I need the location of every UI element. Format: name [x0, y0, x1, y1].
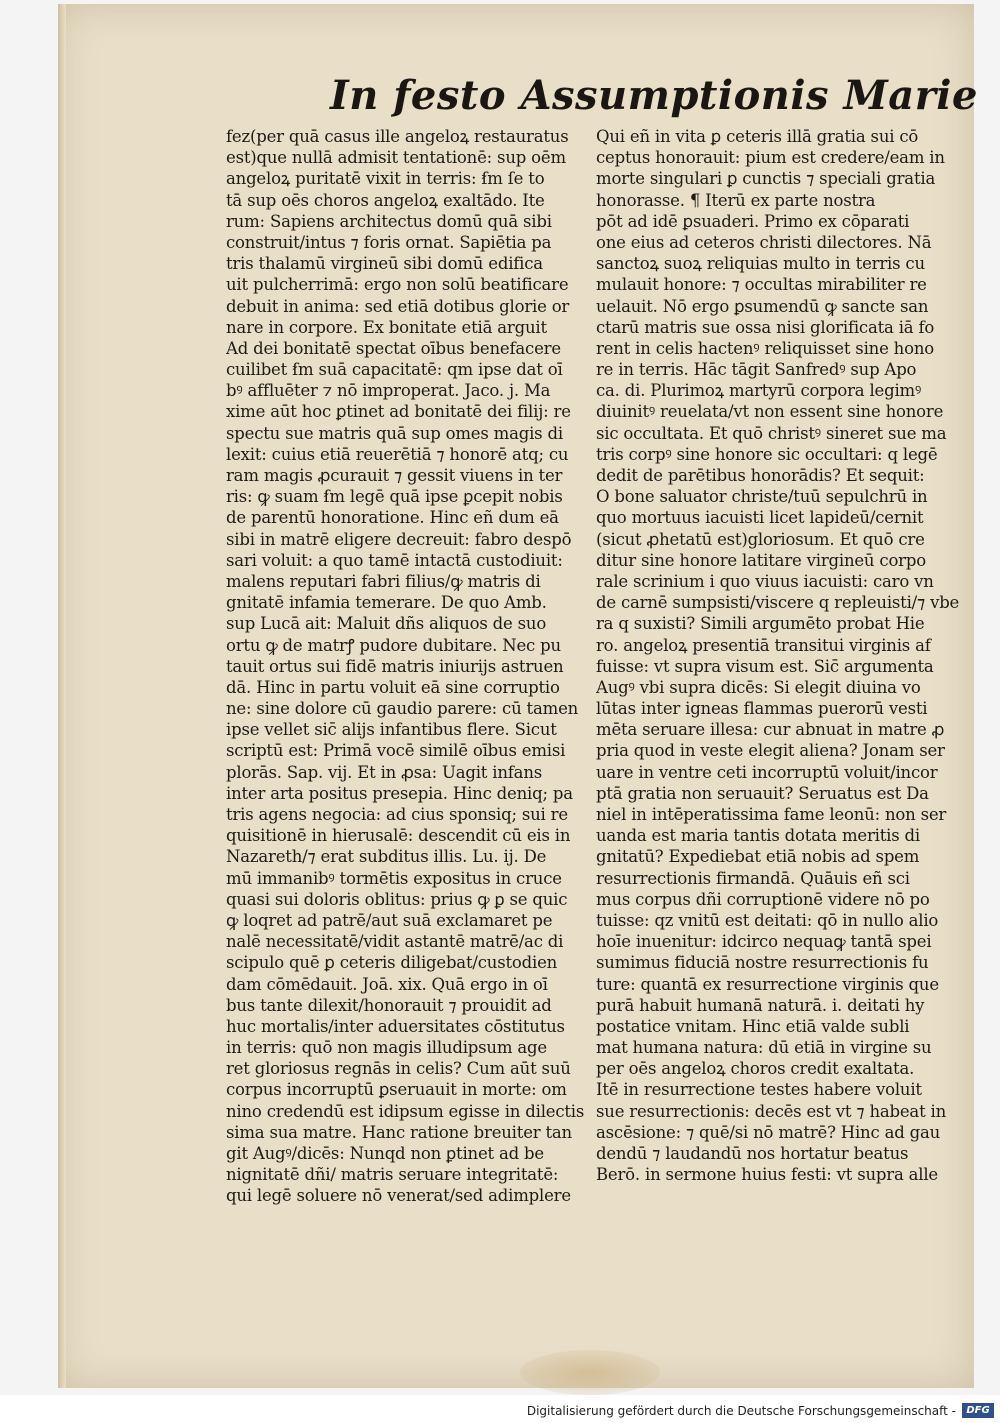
- text-line: sari voluit: a quo tamē intactā custodiuit:: [226, 550, 563, 570]
- text-column-right: [596, 126, 966, 1185]
- text-line: git Augꝰ/dicēs: Nunqd non ꝑtinet ad be: [226, 1144, 544, 1163]
- text-line: rale scrinium i quo viuus iacuisti: caro vn: [596, 571, 934, 591]
- page-gutter-edge: [58, 4, 66, 1388]
- text-line: rent in celis hactenꝰ reliquisset sine hono: [596, 338, 934, 358]
- text-line: tuisse: qz vnitū est deitati: qō in nullo alio: [596, 910, 939, 930]
- text-line: ceptus honorauit: pium est credere/eam in: [596, 148, 945, 168]
- text-line: in terris: quō non magis illudipsum age: [226, 1038, 547, 1058]
- text-line: quo mortuus iacuisti licet lapideū/cernit: [596, 508, 924, 528]
- text-line: huc mortalis/inter aduersitates cōstitutus: [226, 1016, 565, 1036]
- text-line: nino credendū est idipsum egisse in dilectis: [226, 1101, 585, 1121]
- text-line: resurrectionis firmandā. Quāuis eñ sci: [596, 868, 910, 888]
- text-line: gnitatū? Expediebat etiā nobis ad spem: [596, 847, 920, 867]
- text-line: corpus incorruptū ꝑseruauit in morte: om: [226, 1080, 567, 1100]
- text-line: Itē in resurrectione testes habere voluit: [596, 1080, 922, 1100]
- text-line: bus tante dilexit/honorauit ⁊ prouidit ad: [226, 995, 552, 1015]
- text-line: ne: sine dolore cū gaudio parere: cū tamen: [226, 699, 579, 719]
- text-line: Nazareth/⁊ erat subditus illis. Lu. ij. De: [226, 847, 547, 867]
- text-line: nignitatē dñi/ matris seruare integritatē:: [226, 1165, 559, 1185]
- text-line: uare in ventre ceti incorruptū voluit/incor: [596, 762, 938, 782]
- text-line: rum: Sapiens architectus domū quā sibi: [226, 211, 552, 231]
- text-line: ascēsione: ⁊ quē/si nō matrē? Hinc ad gau: [596, 1122, 941, 1142]
- text-line: lūtas inter igneas flammas puerorū vesti: [596, 699, 928, 719]
- text-line: sumimus fiduciā nostre resurrectionis fu: [596, 953, 929, 973]
- text-line: de carnē sumpsisti/viscere q repleuisti/⁊ vbe: [596, 593, 960, 613]
- text-line: ipse vellet sic̄ alijs infantibus flere. Sicut: [226, 720, 557, 740]
- text-line: ca. di. Plurimoꝝ martyrū corpora legimꝰ: [596, 381, 922, 401]
- text-line: bꝰ affluēter ⁊ nō improperat. Jaco. j. Ma: [226, 381, 551, 401]
- funding-notice: Digitalisierung gefördert durch die Deutsche Forschungsgemeinschaft -: [526, 1404, 956, 1418]
- text-column-left: [226, 126, 596, 1207]
- text-line: tauit ortus sui fidē matris iniurijs astruen: [226, 656, 564, 676]
- text-line: fuisse: vt supra visum est. Sic̄ argumenta: [596, 656, 934, 676]
- text-line: spectu sue matris quā sup omes magis di: [226, 423, 563, 443]
- text-line: one eius ad ceteros christi dilectores. Nā: [596, 232, 932, 252]
- text-line: dedit de parētibus honorādis? Et sequit:: [596, 466, 925, 485]
- page-stain: [520, 1350, 660, 1395]
- text-line: malens reputari fabri filius/ꝙ matris di: [226, 571, 541, 591]
- text-line: ret gloriosus regnās in celis? Cum aūt suū: [226, 1059, 571, 1079]
- text-line: ro. angeloꝝ presentiā transitui virginis af: [596, 635, 931, 655]
- text-line: qui legē soluere nō venerat/sed adimplere: [226, 1186, 571, 1206]
- text-line: per oēs angeloꝝ choros credit exaltata.: [596, 1059, 915, 1079]
- text-line: uelauit. Nō ergo ꝑsumendū ꝙ sancte san: [596, 296, 929, 316]
- text-line: sima sua matre. Hanc ratione breuiter tan: [226, 1122, 572, 1142]
- text-line: dendū ⁊ laudandū nos hortatur beatus: [596, 1144, 909, 1163]
- text-line: O bone saluator christe/tuū sepulchrū in: [596, 487, 928, 507]
- text-line: ra q suxisti? Simili argumēto probat Hie: [596, 614, 925, 634]
- text-line: Augꝰ vbi supra dicēs: Si elegit diuina vo: [596, 677, 921, 697]
- text-line: niel in intēperatissima fame leonū: non ser: [596, 805, 947, 824]
- text-line: de parentū honoratione. Hinc eñ dum eā: [226, 508, 559, 528]
- text-line: ture: quantā ex resurrectione virginis que: [596, 974, 939, 994]
- text-line: scriptū est: Primā vocē similē oībus emisi: [226, 741, 566, 761]
- text-line: ram magis ꝓcurauit ⁊ gessit viuens in ter: [226, 466, 563, 485]
- text-line: sic occultata. Et quō christꝰ sineret sue ma: [596, 423, 947, 443]
- text-line: sue resurrectionis: decēs est vt ⁊ habeat in: [596, 1101, 947, 1121]
- text-line: pōt ad idē ꝑsuaderi. Primo ex cōparati: [596, 211, 910, 231]
- text-line: fez(per quā casus ille angeloꝝ restauratus: [226, 127, 569, 146]
- text-line: xime aūt hoc ꝑtinet ad bonitatē dei filij: re: [226, 402, 571, 422]
- text-line: mat humana natura: dū etiā in virgine su: [596, 1038, 932, 1058]
- text-line: sup Lucā ait: Maluit dñs aliquos de suo: [226, 614, 547, 634]
- text-line: hoīe inuenitur: idcirco nequaꝙ tantā spei: [596, 932, 932, 952]
- text-line: ꝙ loqret ad patrē/aut suā exclamaret pe: [226, 910, 553, 930]
- text-line: honorasse. ¶ Iterū ex parte nostra: [596, 190, 876, 210]
- text-line: nalē necessitatē/vidit astantē matrē/ac di: [226, 932, 564, 952]
- text-line: morte singulari ꝑ cunctis ⁊ speciali gratia: [596, 169, 936, 189]
- text-line: inter arta positus presepia. Hinc deniq; pa: [226, 783, 573, 803]
- text-line: lexit: cuius etiā reuerētiā ⁊ honorē atq; cu: [226, 444, 569, 464]
- text-line: nare in corpore. Ex bonitate etiā arguit: [226, 317, 547, 337]
- text-line: quasi sui doloris oblitus: prius ꝙ ꝑ se quic: [226, 889, 568, 909]
- text-line: dam cōmēdauit. Joā. xix. Quā ergo in oī: [226, 974, 548, 994]
- text-line: tris agens negocia: ad cius sponsiq; sui re: [226, 805, 568, 824]
- text-line: gnitatē infamia temerare. De quo Amb.: [226, 593, 547, 613]
- text-line: plorās. Sap. vij. Et in ꝓsa: Uagit infans: [226, 762, 543, 782]
- text-line: mēta seruare illesa: cur abnuat in matre ꝓ: [596, 720, 945, 740]
- text-line: Ad dei bonitatē spectat oībus benefacere: [226, 338, 561, 358]
- text-line: purā habuit humanā naturā. i. deitati hy: [596, 995, 925, 1015]
- text-line: ris: ꝙ suam ẜm legē quā ipse ꝑcepit nobis: [226, 487, 563, 507]
- text-line: debuit in anima: sed etiā dotibus glorie or: [226, 296, 570, 316]
- text-line: ctarū matris sue ossa nisi glorificata iā fo: [596, 317, 935, 337]
- text-line: quisitionē in hierusalē: descendit cū eis in: [226, 826, 571, 846]
- text-line: angeloꝝ puritatē vixit in terris: ẜm ſe to: [226, 169, 545, 189]
- text-line: re in terris. Hāc tāgit Sanfredꝰ sup Apo: [596, 360, 917, 380]
- text-line: sibi in matrē eligere decreuit: fabro despō: [226, 529, 572, 549]
- text-line: (sicut ꝓhetatū est)gloriosum. Et quō cre: [596, 529, 925, 549]
- text-line: construit/intus ⁊ foris ornat. Sapiētia pa: [226, 232, 552, 252]
- text-line: mus corpus dñi corruptionē videre nō po: [596, 889, 930, 909]
- text-line: ditur sine honore latitare virgineū corpo: [596, 550, 926, 570]
- text-line: cuilibet ẜm suā capacitatē: qm ipse dat oī: [226, 360, 563, 380]
- text-line: postatice vnitam. Hinc etiā valde subli: [596, 1016, 910, 1036]
- text-line: tris corpꝰ sine honore sic occultari: q legē: [596, 444, 938, 464]
- text-line: tā sup oēs choros angeloꝝ exaltādo. Ite: [226, 190, 545, 210]
- text-line: dā. Hinc in partu voluit eā sine corruptio: [226, 677, 560, 697]
- dfg-logo-icon: DFG: [962, 1403, 994, 1418]
- text-line: scipulo quē ꝑ ceteris diligebat/custodien: [226, 953, 558, 973]
- page-header-title: In festo Assumptionis Marie: [330, 72, 978, 119]
- text-line: uit pulcherrimā: ergo non solū beatificare: [226, 275, 569, 295]
- text-line: diuinitꝰ reuelata/vt non essent sine honore: [596, 402, 944, 422]
- text-line: Qui eñ in vita ꝑ ceteris illā gratia sui cō: [596, 127, 919, 146]
- text-line: est)que nullā admisit tentationē: sup oēm: [226, 148, 566, 168]
- text-line: mū immanibꝰ tormētis expositus in cruce: [226, 868, 562, 888]
- text-line: ortu ꝙ de matrꝭ pudore dubitare. Nec pu: [226, 635, 561, 655]
- text-line: ptā gratia non seruauit? Seruatus est Da: [596, 783, 929, 803]
- digitization-footer: [0, 1400, 1000, 1423]
- text-line: tris thalamū virgineū sibi domū edifica: [226, 254, 543, 274]
- text-line: pria quod in veste elegit aliena? Jonam ser: [596, 741, 945, 761]
- text-line: mulauit honore: ⁊ occultas mirabiliter re: [596, 275, 927, 295]
- text-line: Berō. in sermone huius festi: vt supra alle: [596, 1165, 938, 1185]
- text-line: uanda est maria tantis dotata meritis di: [596, 826, 920, 846]
- text-line: sanctoꝝ suoꝝ reliquias multo in terris cu: [596, 254, 925, 274]
